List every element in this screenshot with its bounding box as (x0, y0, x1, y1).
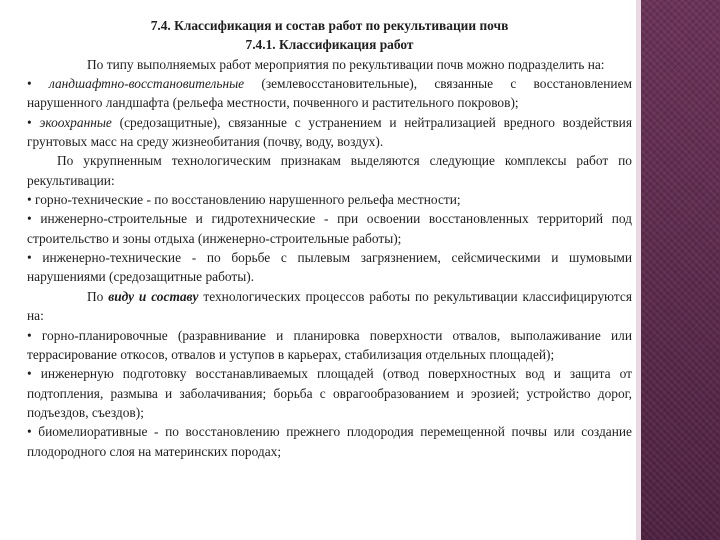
document-body (27, 16, 632, 461)
bullet-marker: • (27, 114, 40, 130)
bullet-text: (средозащитные), связанные с устранением и нейтрализацией вредного воздействия грунтовых масс на среду жизнеобитания (почву, воду, воздух). (27, 114, 632, 150)
term-landscape: ландшафтно-восстановительные (48, 76, 245, 92)
bullet-landscape (27, 74, 632, 113)
bullet-mining: • горно-технические - по восстановлению нарушенного рельефа местности; (27, 192, 461, 208)
intro-paragraph: По типу выполняемых работ мероприятия по рекультивации почв можно подразделить на: (87, 56, 605, 72)
decorative-side-band (641, 0, 720, 540)
bullet-marker: • (27, 76, 49, 92)
subsection-title: 7.4.1. Классификация работ (245, 37, 414, 53)
bullet-text: (землевосстановительные), связанные с восстановлением нарушенного ландшафта (рельефа местности, почвенного и растительного покровов); (27, 76, 632, 111)
bullet-preparation: • инженерную подготовку восстанавливаемых площадей (отвод поверхностных вод и защита от подтопления, размыва и заболачивания; борьба с оврагообразованием и эрозией; устройство дорог, подъездов, съездов); (27, 366, 632, 420)
bullet-eco (27, 113, 632, 152)
section-title: 7.4. Классификация и состав работ по рекультивации почв (150, 18, 509, 33)
bullet-planning: • горно-планировочные (разравнивание и планировка поверхности отвалов, выполаживание или террасирование откосов, отвалов и уступов в карьерах, стабилизация отдельных площадей); (27, 327, 632, 362)
bullet-construction: • инженерно-строительные и гидротехнические - при освоении восстановленных территорий под строительство и зоны отдыха (инженерно-строительные работы); (27, 211, 632, 246)
complexes-paragraph: По укрупненным технологическим признакам выделяются следующие комплексы работ по рекультивации: (27, 153, 632, 188)
term-eco: экоохранные (39, 114, 112, 130)
bullet-biomelioration: • биомелиоративные - по восстановлению прежнего плодородия перемещенной почвы или создание плодородного слоя на материнских породах; (27, 424, 632, 459)
bullet-engineering: • инженерно-технические - по борьбе с пылевым загрязнением, сейсмическими и шумовыми нарушениями (средозащитные работы). (27, 250, 632, 285)
emphasis-kind-composition: виду и составу (108, 288, 199, 304)
process-paragraph: По виду и составу технологических процессов работы по рекультивации классифицируются на: (27, 288, 632, 324)
